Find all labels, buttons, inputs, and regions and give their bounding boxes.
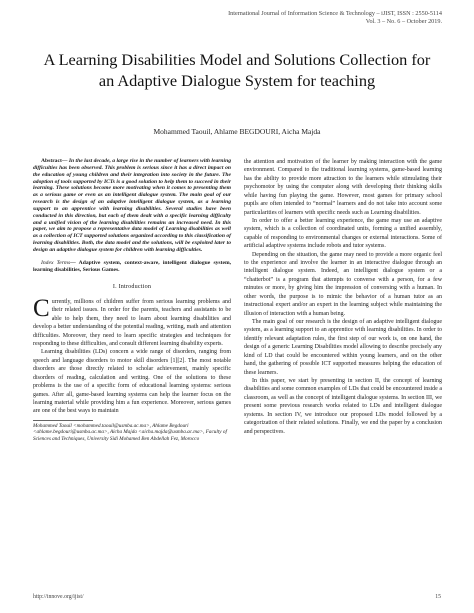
index-terms [33,260,231,274]
right-column [244,158,442,436]
journal-volume: Vol. 3 – No. 6 – October 2019. [365,17,442,25]
footer-link[interactable]: http://innove.org/ijist/ [33,594,84,600]
journal-name: International Journal of Information Science & Technology – iJIST, ISSN : 2550-5114 [228,10,442,17]
abstract [33,158,231,254]
drop-cap: C [33,294,50,322]
intro-paragraph-1 [33,294,231,349]
abstract-label: Abstract [41,158,62,164]
paper-title: A Learning Disabilities Model and Solutions Collection for an Adaptive Dialogue System for teaching [43,50,431,90]
index-terms-text: — Adaptive system, context-aware, intelligent dialogue system, learning disabilities, Serious Games. [33,259,231,273]
body-paragraph-2: In order to offer a better learning experience, the game may use an adaptive system, which is a collection of coordinated units, forming a unified assembly, capable of responding to environmental changes or external interactions. Some of artificial adaptive systems include robots and tutor systems. [244,217,442,250]
index-terms-label: Index Terms [41,259,71,266]
intro-paragraph-1-text: urrently, millions of children suffer from serious learning problems and their related issues. In order for the parents, teachers and assistants to be able to help them, they need to learn about learning disabilities and develop a better understanding of the potential reading, writing, math and attention difficulties. Moreover, they need to learn specific strategies and techniques for responding to these difficulties, and consult different learning disability experts. [33,298,231,348]
journal-header [142,10,442,25]
footnote-divider [33,420,93,421]
abstract-text: — In the last decade, a large rise in the number of learners with learning difficulties has been observed. This problem is serious since it has a direct impact on the education of young children and their integration into society in the future. The adoption of tools supported by ICTs is a good solution to help them to succeed in their learning. These solutions become more motivating when it comes to presenting them as a serious game or even as an intelligent dialogue system. The main goal of our research is the design of an adaptive intelligent dialogue system, as a learning support to an apprentice with learning disabilities. Several studies have been conducted in this direction, but each of them dealt with a specific learning difficulty and a unified vision of the learning disabilities remains an increased need. In this paper, we aim to propose a representative data model of Learning disabilities as well as a collection of ICT supported solutions organized according to this classification of learning disabilities. Both, the data model and the solutions, will be exploited later to design an adaptive dialogue system for children with learning difficulties. [33,158,231,253]
body-paragraph-4: The main goal of our research is the design of an adaptive intelligent dialogue system, as a learning support to an apprentice with learning disabilities. In order to identify relevant adaptation rules, the first step of our work is, on one hand, the design of a generic Learning Disabilities model allowing to describe precisely any kind of LD that could be encountered within young learners, and on the other hand, the gathering of possible ICT supported measures helping the education of these learners. [244,319,442,376]
body-paragraph-1: the attention and motivation of the learner by making interaction with the game environment. Compared to the traditional learning systems, game-based learning has the ability to provide more attraction to the learners while stimulating their psychomotor by using the computer along with developing their thinking skills while having fun playing the game. However, most games for primary school pupils are often intended to “normal” learners and do not take into account some particularities of learners with specific needs such as Learning disabilities. [244,159,442,216]
section-heading-introduction: I. Introduction [112,283,152,290]
body-paragraph-5: In this paper, we start by presenting in section II, the concept of learning disabilities and some common examples of LDs that could be encountered inside a classroom, as well as the concept of intelligent dialogue systems. In section III, we present some previous research works related to LDs and intelligent dialogue systems. In section IV, we introduce our proposed LDs model followed by a categorization of their related solutions. Finally, we end the paper by a conclusion and perspectives. [244,377,442,435]
author-footnote: Mohammed Taouil <mohammed.taouil@usmba.ac.ma>, Ahlame Begdouri <ahlame.begdouri@usmba.ac.ma>, Aicha Majda <aicha.majda@usmba.ac.ma>, Faculty of Sciences and Techniques, University Sidi Mohamed Ben Abdellah Fez, Morocco [33,422,227,442]
page-number: 15 [435,594,441,600]
body-paragraph-3: Depending on the situation, the game may need to provide a more organic feel to the experience and involve the learner in an interactive dialogue through an intelligent dialogue system. Indeed, an intelligent dialogue system or a “chatterbot” is a program that attempts to converse with a person, for a few minutes or more, by giving him the impression of conversing with a human. In other words, the purpose is to mimic the behavior of a human tutor as an instructional expert and/or an expert in the learning subject while maintaining the illusion of interaction with a human being. [244,251,442,317]
intro-paragraph-2: Learning disabilities (LDs) concern a wide range of disorders, ranging from speech and language disorders to motor skill disorders [1][2]. The most notable disorders are those directly related to scholar achievement, mainly specific disorders of reading, calculation and writing. One of the solutions to these problems is the use of a specific form of educational learning systems: serious games. After all, game-based learning systems can help the learner focus on the learning material while providing him a fun experience. Moreover, serious games are one of the best ways to maintain [33,349,231,415]
left-column [33,158,231,442]
author-list: Mohammed Taouil, Ahlame BEGDOURI, Aicha Majda [153,127,321,136]
